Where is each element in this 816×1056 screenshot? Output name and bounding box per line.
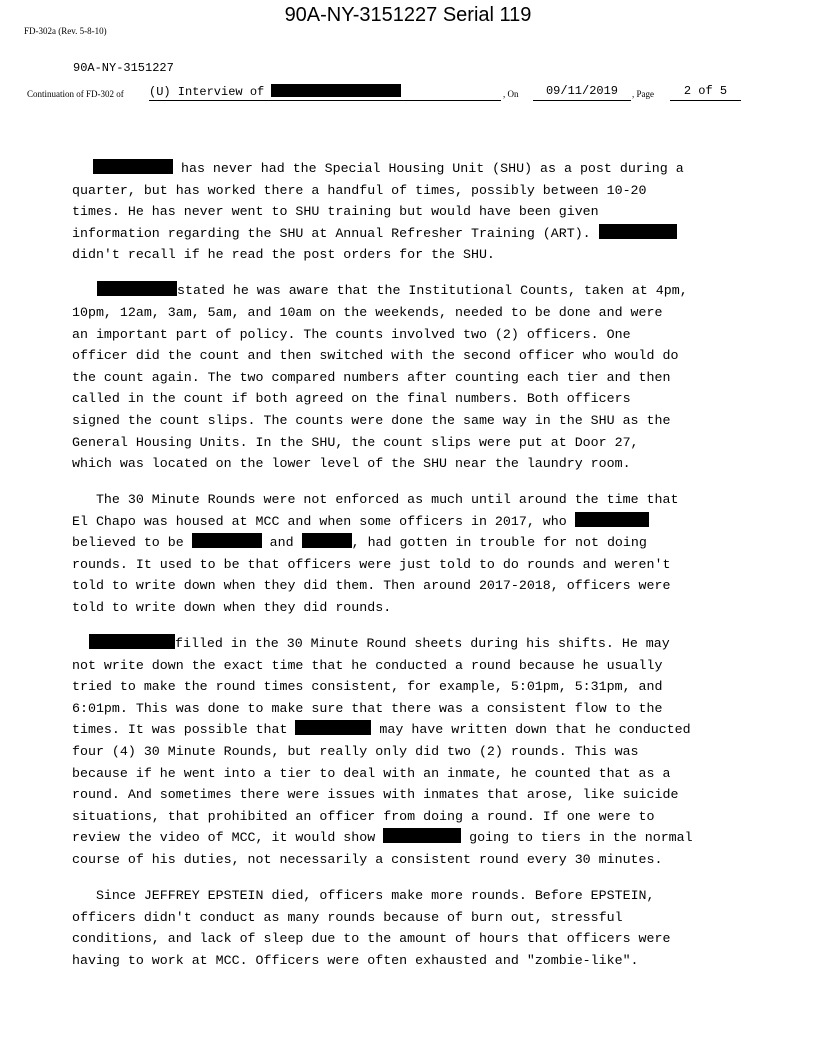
redaction-box xyxy=(93,159,173,174)
redaction-box xyxy=(97,281,177,296)
interview-subject-text: (U) Interview of xyxy=(149,85,265,99)
continuation-label: Continuation of FD-302 of xyxy=(27,89,124,99)
paragraph-3 xyxy=(72,489,752,619)
paragraph-text: The 30 Minute Rounds were not enforced as much until around the time that El Chapo was housed at MCC and when some officers in 2017, who xyxy=(72,492,679,529)
paragraph-1 xyxy=(72,158,752,266)
redaction-box xyxy=(383,828,461,843)
paragraph-text: stated he was aware that the Institutional Counts, taken at 4pm, xyxy=(177,283,688,299)
paragraph-4 xyxy=(72,633,752,871)
paragraph-text: , had gotten in trouble for not doing rounds. It used to be that officers were just told to do rounds and weren't told to write down when they did them. Then around 2017-2018, officers were told to write down when they did rounds. xyxy=(72,535,671,616)
paragraph-text: believed to be xyxy=(72,535,184,551)
redaction-box xyxy=(302,533,352,548)
paragraph-5 xyxy=(72,885,752,971)
redaction-box xyxy=(192,533,262,548)
paragraph-text: 10pm, 12am, 3am, 5am, and 10am on the weekends, needed to be done and were an important part of policy. The counts involved two (2) officers. One officer did the count and then switched with the second officer who would do the count again. The two compared numbers after counting each tier and then called in the count if both agreed on the final numbers. Both officers signed the count slips. The counts were done the same way in the SHU as the General Housing Units. In the SHU, the count slips were put at Door 27, which was located on the lower level of the SHU near the laundry room. xyxy=(72,304,679,472)
paragraph-text: not write down the exact time that he conducted a round because he usually tried to make the round times consistent, for example, 5:01pm, 5:31pm, and 6:01pm. This was done to make sure that there was a consistent flow to the times. It was possible that xyxy=(72,657,663,738)
paragraph-text: and xyxy=(261,535,302,551)
redaction-box xyxy=(271,84,401,97)
interview-date: 09/11/2019 xyxy=(533,84,631,101)
document-serial-header: 90A-NY-3151227 Serial 119 xyxy=(284,4,532,26)
file-number: 90A-NY-3151227 xyxy=(73,61,174,75)
form-number: FD-302a (Rev. 5-8-10) xyxy=(24,26,107,36)
paragraph-text: didn't recall if he read the post orders for the SHU. xyxy=(72,247,495,263)
interview-subject-field xyxy=(149,84,501,101)
redaction-box xyxy=(89,634,175,649)
redaction-box xyxy=(575,512,649,527)
paragraph-2 xyxy=(72,280,752,474)
document-body xyxy=(72,158,752,986)
paragraph-text: quarter, but has worked there a handful of times, possibly between 10-20 times. He has never went to SHU training but would have been given information regarding the SHU at Annual Refresher Training (ART). xyxy=(72,182,647,241)
paragraph-text: filled in the 30 Minute Round sheets during his shifts. He may xyxy=(175,636,670,652)
continuation-line xyxy=(27,84,787,102)
page-number: 2 of 5 xyxy=(670,84,741,101)
page-label: , Page xyxy=(632,89,654,99)
redaction-box xyxy=(295,720,371,735)
redaction-box xyxy=(599,224,677,239)
paragraph-text: going to tiers in the normal course of his duties, not necessarily a consistent round every 30 minutes. xyxy=(72,830,693,867)
paragraph-text: Since JEFFREY EPSTEIN died, officers make more rounds. Before EPSTEIN, officers didn't conduct as many rounds because of burn out, stressful conditions, and lack of sleep due to the amount of hours that officers were having to work at MCC. Officers were often exhausted and "zombie-like". xyxy=(72,887,671,968)
paragraph-text: may have written down that he conducted four (4) 30 Minute Rounds, but really only did two (2) rounds. This was because if he went into a tier to deal with an inmate, he counted that as a round. And sometimes there were issues with inmates that arose, like suicide situations, that prohibited an officer from doing a round. If one were to review the video of MCC, it would show xyxy=(72,722,691,846)
paragraph-text: has never had the Special Housing Unit (SHU) as a post during a xyxy=(173,161,684,176)
on-label: , On xyxy=(503,89,519,99)
